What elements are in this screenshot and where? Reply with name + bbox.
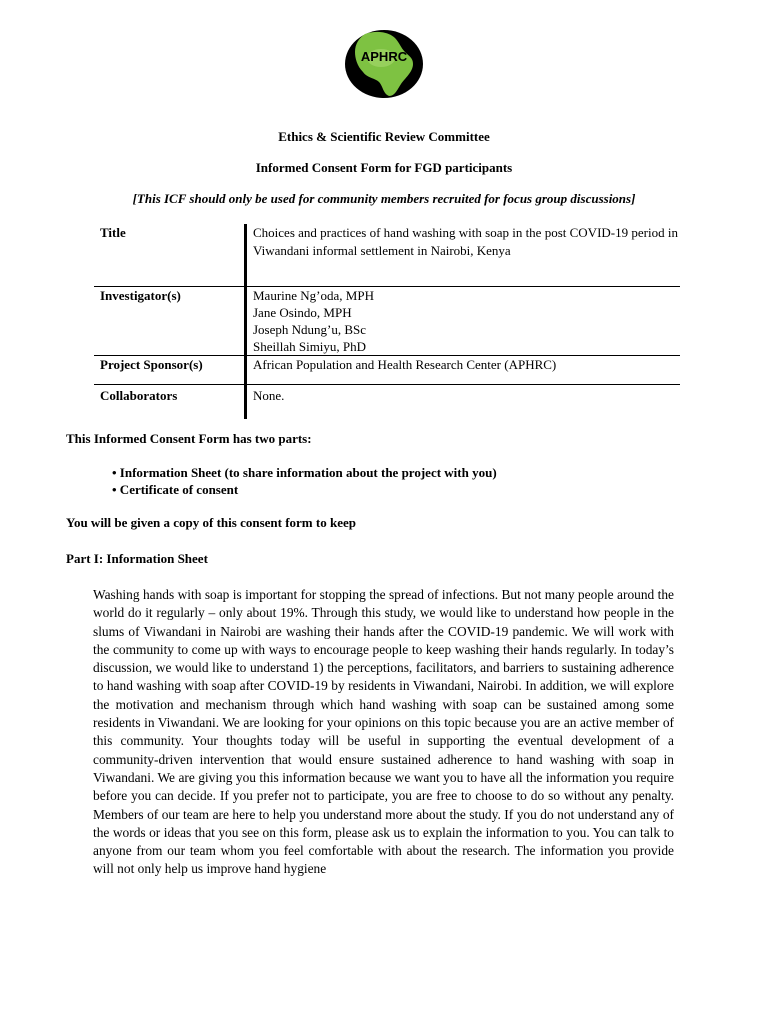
table-row [94, 356, 680, 385]
list-item: • Information Sheet (to share information about the project with you) [112, 465, 497, 480]
information-paragraph: Washing hands with soap is important for stopping the spread of infections. But not many people around the world do it regularly – only about 19%. Through this study, we would like to understand how people in the slums of Viwandani in Nairobi are washing their hands after the COVID-19 pandemic. We will work with the community to come up with ways to encourage people to keep washing their hands regularly. In today’s discussion, we would like to understand 1) the perceptions, facilitators, and barriers to sustaining adherence to hand washing with soap after COVID-19 by residents in Viwandani, Nairobi. In addition, we will explore the motivation and mechanism through which hand washing with soap can be sustained among some residents in Viwandani. We are looking for your opinions on this topic because you are an active member of this community. Your thoughts today will be useful in supporting the eventual development of a community-driven intervention that would ensure sustained adherence to hand washing with soap in Viwandani. We are giving you this information because we want you to have all the information you require before you can decide. If you prefer not to participate, you are free to choose to do so without any penalty. Members of our team are here to help you understand more about the study. If you do not understand any of the words or ideas that you see on this form, please ask us to explain the information to you. You can talk to anyone from our team whom you feel comfortable with about the research. The information you provide will not only help us improve hand hygiene [93, 587, 674, 877]
table-row [94, 385, 680, 420]
sponsor-value: African Population and Health Research Center (APHRC) [246, 356, 681, 385]
investigator-name: Jane Osindo, MPH [253, 305, 352, 320]
title-label: Title [94, 224, 246, 287]
collaborators-label: Collaborators [100, 388, 178, 403]
investigators-list [246, 287, 681, 356]
investigators-label: Investigator(s) [94, 287, 246, 356]
investigator-name: Sheillah Simiyu, PhD [253, 339, 367, 354]
part1-heading: Part I: Information Sheet [66, 551, 208, 566]
logo-text: APHRC [360, 49, 408, 64]
usage-note: [This ICF should only be used for community members recruited for focus group discussions] [132, 191, 636, 206]
copy-note: You will be given a copy of this consent form to keep [66, 515, 356, 530]
form-title: Informed Consent Form for FGD participants [255, 160, 513, 175]
table-row [94, 287, 680, 356]
list-item: • Certificate of consent [112, 482, 239, 497]
collaborators-value: None. [246, 385, 681, 420]
parts-intro: This Informed Consent Form has two parts: [66, 431, 312, 446]
sponsor-label: Project Sponsor(s) [94, 356, 246, 385]
committee-title: Ethics & Scientific Review Committee [278, 129, 490, 144]
investigator-name: Maurine Ng’oda, MPH [253, 288, 374, 303]
title-value: Choices and practices of hand washing with soap in the post COVID-19 period in Viwandani informal settlement in Nairobi, Kenya [246, 224, 681, 287]
parts-list [112, 464, 497, 498]
investigator-name: Joseph Ndung’u, BSc [253, 322, 367, 337]
table-row [94, 224, 680, 287]
study-details-table [94, 224, 680, 419]
aphrc-logo [343, 28, 425, 100]
